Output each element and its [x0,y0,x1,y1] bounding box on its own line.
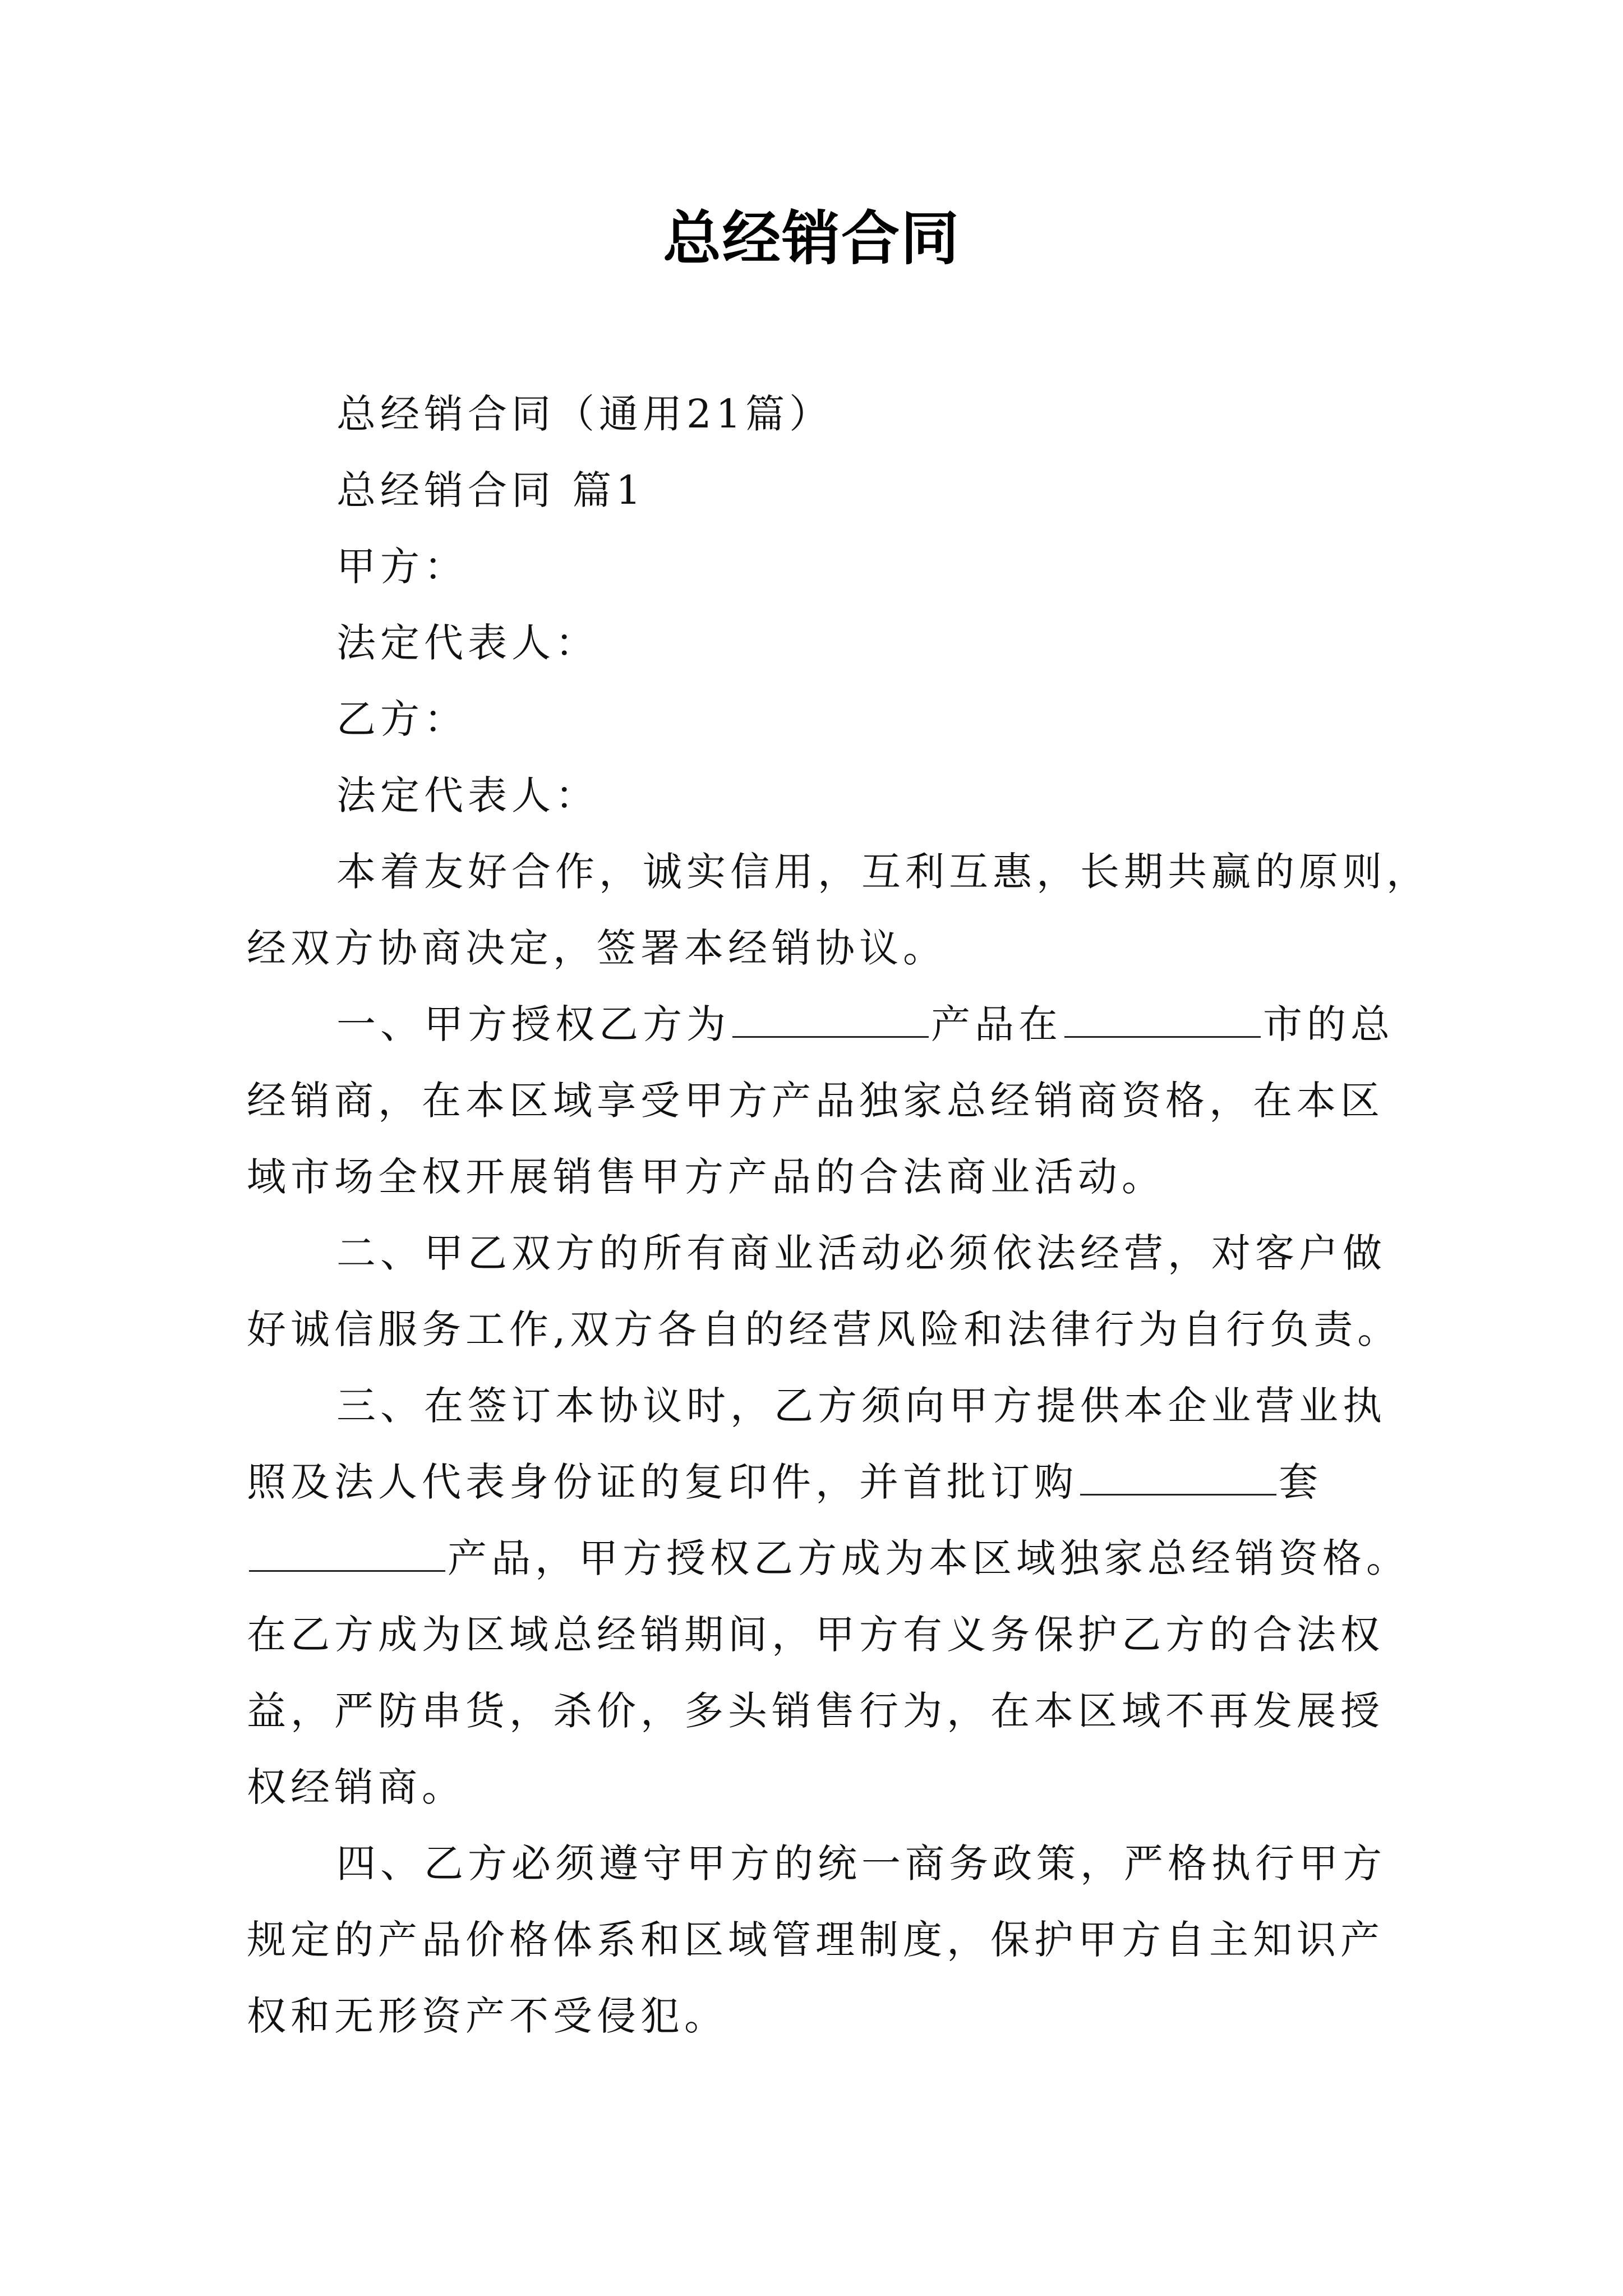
party-b-label: 乙方： [336,696,468,742]
document-body [247,376,1430,2054]
clause3-line-3 [247,1520,1410,1596]
intro-line-1: 本着友好合作，诚实信用，互利互惠，长期共赢的原则， [336,849,1430,895]
clause3-line-1: 三、在签订本协议时，乙方须向甲方提供本企业营业执 [336,1383,1386,1429]
clause1-text-a: 一、甲方授权乙方为 [336,1001,730,1047]
party-a-representative-label: 法定代表人： [336,620,599,666]
clause1-text-b: 产品在 [931,1001,1062,1047]
product-blank [732,1030,929,1038]
quantity-blank [1080,1488,1276,1496]
party-a-label: 甲方： [336,544,468,590]
document-title: 总经销合同 [662,204,960,273]
intro-line-2: 经双方协商决定，签署本经销协议。 [247,925,947,971]
city-blank [1064,1030,1261,1038]
clause3-text-b: 套 [1279,1459,1322,1505]
clause3-line-6: 权经销商。 [247,1764,465,1810]
clause1-line-3: 域市场全权开展销售甲方产品的合法商业活动。 [247,1154,1165,1200]
clause1-line-2: 经销商，在本区域享受甲方产品独家总经销商资格，在本区 [247,1078,1384,1124]
clause2-line-1: 二、甲乙双方的所有商业活动必须依法经营，对客户做 [336,1230,1386,1276]
party-b-representative-label: 法定代表人： [336,772,599,818]
clause3-line-4: 在乙方成为区域总经销期间，甲方有义务保护乙方的合法权 [247,1612,1384,1658]
clause3-line-5: 益，严防串货，杀价，多头销售行为，在本区域不再发展授 [247,1688,1384,1734]
clause3-text-c: 产品，甲方授权乙方成为本区域独家总经销资格。 [448,1535,1410,1581]
section-heading: 总经销合同 篇1 [336,467,645,513]
clause3-line-2 [247,1444,1380,1520]
clause4-line-2: 规定的产品价格体系和区域管理制度，保护甲方自主知识产 [247,1917,1384,1963]
clause2-line-2: 好诚信服务工作,双方各自的经营风险和法律行为自行负责。 [247,1306,1401,1352]
clause1-text-c: 市的总 [1263,1001,1394,1047]
clause4-line-1: 四、乙方必须遵守甲方的统一商务政策，严格执行甲方 [336,1841,1386,1887]
product-name-blank [249,1565,445,1572]
subtitle: 总经销合同（通用21篇） [336,391,833,437]
clause4-line-3: 权和无形资产不受侵犯。 [247,1993,728,2039]
clause3-text-a: 照及法人代表身份证的复印件，并首批订购 [247,1459,1078,1505]
clause1-line-1 [247,986,1394,1062]
